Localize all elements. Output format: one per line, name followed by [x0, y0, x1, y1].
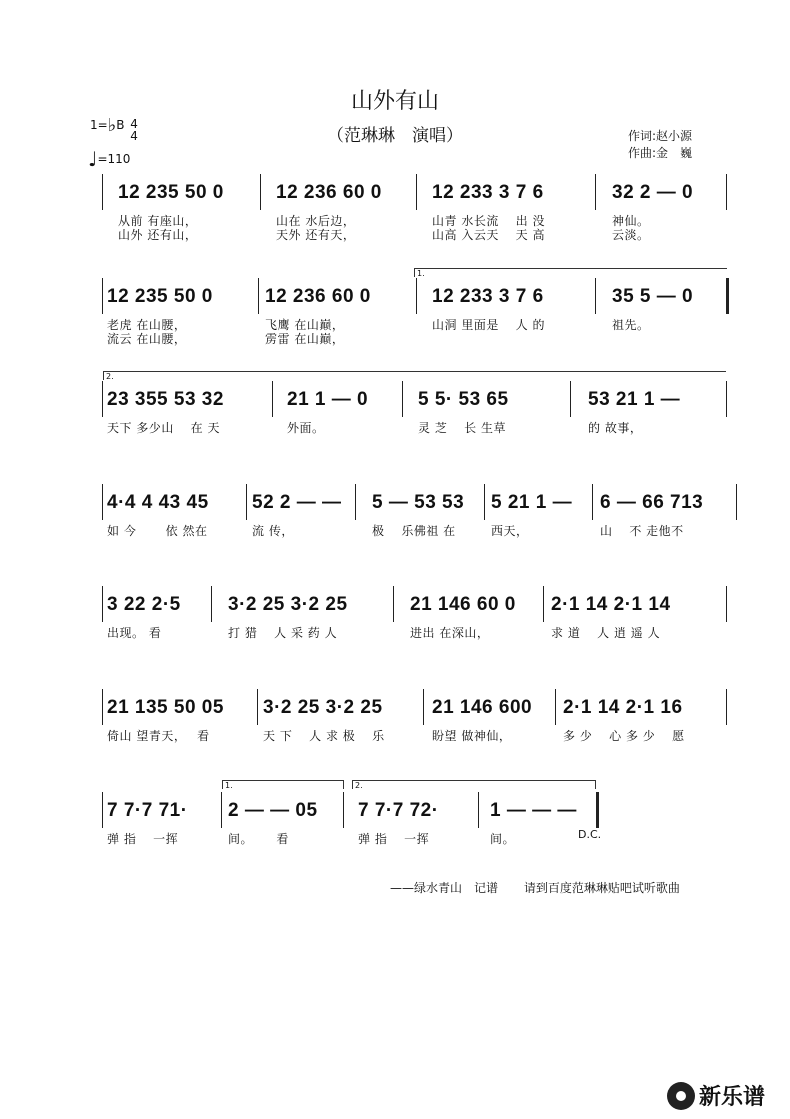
bar-line: [726, 174, 727, 210]
score-system: [0, 592, 790, 662]
bar-line: [355, 484, 356, 520]
score-system: [0, 372, 790, 457]
notation-line: [0, 180, 790, 210]
lyric-text: 极 乐佛祖 在: [372, 524, 456, 538]
bar-line: [272, 381, 273, 417]
score-system: [0, 695, 790, 765]
bar-line: [592, 484, 593, 520]
bar-line: [221, 792, 222, 828]
measure-notes: 5 — 53 53: [372, 492, 465, 513]
lyric-text: 天下 多少山 在 天: [107, 421, 220, 435]
bar-line: [102, 586, 103, 622]
lyric-text: 山高 入云天 天 高: [432, 228, 545, 242]
measure-notes: 1 — — —: [490, 800, 577, 821]
bar-line: [343, 792, 344, 828]
measure-notes: 12 235 50 0: [107, 286, 213, 307]
score-system: [0, 180, 790, 250]
lyricist: 作词:赵小源: [628, 129, 693, 143]
recorder-credit: ——绿水青山 记谱: [390, 881, 499, 895]
bar-line: [736, 484, 737, 520]
lyric-text: 天外 还有天，: [276, 228, 356, 242]
lyric-text: 多 少 心 多 少 愿: [563, 729, 685, 743]
measure-notes: 12 233 3 7 6: [432, 286, 544, 307]
lyric-text: 山青 水长流 出 没: [432, 214, 545, 228]
notation-line: [0, 798, 790, 828]
record-icon: [667, 1082, 695, 1110]
measure-notes: 32 2 — 0: [612, 182, 694, 203]
lyric-text: 山外 还有山，: [118, 228, 198, 242]
measure-notes: 2 — — 05: [228, 800, 318, 821]
lyric-text: 灵 芝 长 生草: [418, 421, 506, 435]
bar-line: [484, 484, 485, 520]
bar-line: [102, 689, 103, 725]
measure-notes: 53 21 1 —: [588, 389, 681, 410]
lyric-text: 间。: [490, 832, 516, 846]
measure-notes: 4·4 4 43 45: [107, 492, 209, 513]
song-title: 山外有山: [350, 89, 439, 114]
lyric-text: 神仙。: [612, 214, 650, 228]
bar-line: [596, 792, 599, 828]
composer: 作曲:金 巍: [628, 146, 693, 160]
site-logo: [667, 1080, 765, 1111]
lyric-text: 老虎 在山腰，: [107, 318, 187, 332]
lyric-text: 云淡。: [612, 228, 650, 242]
lyric-text: 山洞 里面是 人 的: [432, 318, 545, 332]
lyric-text: 外面。: [287, 421, 325, 435]
measure-notes: 12 236 60 0: [265, 286, 371, 307]
measure-notes: 12 233 3 7 6: [432, 182, 544, 203]
bar-line: [726, 586, 727, 622]
score-system: [0, 490, 790, 560]
lyric-text: 弹 指 一挥: [358, 832, 430, 846]
flat-icon: ♭: [107, 115, 117, 136]
volta-bracket: 2.: [103, 371, 726, 380]
measure-notes: 52 2 — —: [252, 492, 342, 513]
key-note: B: [116, 118, 125, 132]
notation-line: [0, 490, 790, 520]
volta-bracket: 1.: [414, 268, 727, 277]
measure-notes: 21 135 50 05: [107, 697, 224, 718]
measure-notes: 7 7·7 72·: [358, 800, 439, 821]
bar-line: [543, 586, 544, 622]
key-signature: 1=♭B 4 4: [90, 115, 138, 143]
lyric-text: 西天，: [491, 524, 529, 538]
measure-notes: 3·2 25 3·2 25: [263, 697, 383, 718]
measure-notes: 12 235 50 0: [118, 182, 224, 203]
lyric-text: 天 下 人 求 极 乐: [263, 729, 385, 743]
lyric-text: 间。 看: [228, 832, 289, 846]
measure-notes: 5 21 1 —: [491, 492, 573, 513]
lyric-text: 如 今 依 然在: [107, 524, 208, 538]
bar-line: [102, 278, 103, 314]
measure-notes: 2·1 14 2·1 14: [551, 594, 671, 615]
score-system: [0, 269, 790, 354]
bar-line: [102, 484, 103, 520]
measure-notes: 35 5 — 0: [612, 286, 694, 307]
lyric-text: 弹 指 一挥: [107, 832, 179, 846]
lyric-text: 流云 在山腰，: [107, 332, 187, 346]
measure-notes: 21 146 600: [432, 697, 533, 718]
song-subtitle: （范琳琳 演唱）: [327, 126, 463, 146]
measure-notes: 21 1 — 0: [287, 389, 369, 410]
bar-line: [595, 278, 596, 314]
notation-line: [0, 284, 790, 314]
lyric-text: 进出 在深山，: [410, 626, 490, 640]
bar-line: [595, 174, 596, 210]
notation-line: [0, 695, 790, 725]
bar-line: [257, 689, 258, 725]
volta-bracket-first: 1.: [222, 780, 344, 789]
listen-note: 请到百度范琳琳贴吧试听歌曲: [523, 881, 680, 895]
measure-notes: 6 — 66 713: [600, 492, 704, 513]
lyric-text: 飞鹰 在山巅，: [265, 318, 345, 332]
bar-line: [726, 381, 727, 417]
lyric-text: 盼望 做神仙，: [432, 729, 512, 743]
bar-line: [102, 792, 103, 828]
time-signature: 4 4: [130, 117, 138, 143]
measure-notes: 21 146 60 0: [410, 594, 516, 615]
lyric-text: 祖先。: [612, 318, 650, 332]
bar-line: [102, 174, 103, 210]
bar-line: [258, 278, 259, 314]
bar-line: [102, 381, 103, 417]
measure-notes: 7 7·7 71·: [107, 800, 188, 821]
lyric-text: 山在 水后边，: [276, 214, 356, 228]
lyric-text: 求 道 人 逍 遥 人: [551, 626, 661, 640]
bar-line: [211, 586, 212, 622]
measure-notes: 3·2 25 3·2 25: [228, 594, 348, 615]
lyric-text: 流 传，: [252, 524, 294, 538]
bar-line: [555, 689, 556, 725]
lyric-text: 从前 有座山，: [118, 214, 198, 228]
lyric-text: 倚山 望青天， 看: [107, 729, 210, 743]
score-system: [0, 781, 790, 868]
lyric-text: 雳雷 在山巅，: [265, 332, 345, 346]
credits: [628, 128, 692, 162]
bar-line: [416, 174, 417, 210]
bar-line: [402, 381, 403, 417]
volta-bracket-second: 2.: [352, 780, 596, 789]
bar-line: [570, 381, 571, 417]
bar-line: [393, 586, 394, 622]
lyric-text: 的 故事，: [588, 421, 643, 435]
logo-text: 新乐谱: [699, 1085, 766, 1110]
tempo-marking: ♩=110: [88, 147, 131, 171]
measure-notes: 2·1 14 2·1 16: [563, 697, 683, 718]
bar-line: [416, 278, 417, 314]
lyric-text: 出现。 看: [107, 626, 162, 640]
da-capo-mark: D.C.: [578, 828, 602, 841]
bar-line: [423, 689, 424, 725]
quarter-note-icon: ♩: [88, 147, 98, 171]
bar-line: [478, 792, 479, 828]
measure-notes: 12 236 60 0: [276, 182, 382, 203]
bar-line: [260, 174, 261, 210]
lyric-text: 打 猎 人 采 药 人: [228, 626, 338, 640]
measure-notes: 5 5· 53 65: [418, 389, 509, 410]
footer: [390, 879, 702, 896]
lyric-text: 山 不 走他不: [600, 524, 684, 538]
bar-line: [726, 689, 727, 725]
measure-notes: 23 355 53 32: [107, 389, 224, 410]
notation-line: [0, 387, 790, 417]
measure-notes: 3 22 2·5: [107, 594, 181, 615]
bar-line: [726, 278, 729, 314]
notation-line: [0, 592, 790, 622]
bar-line: [246, 484, 247, 520]
